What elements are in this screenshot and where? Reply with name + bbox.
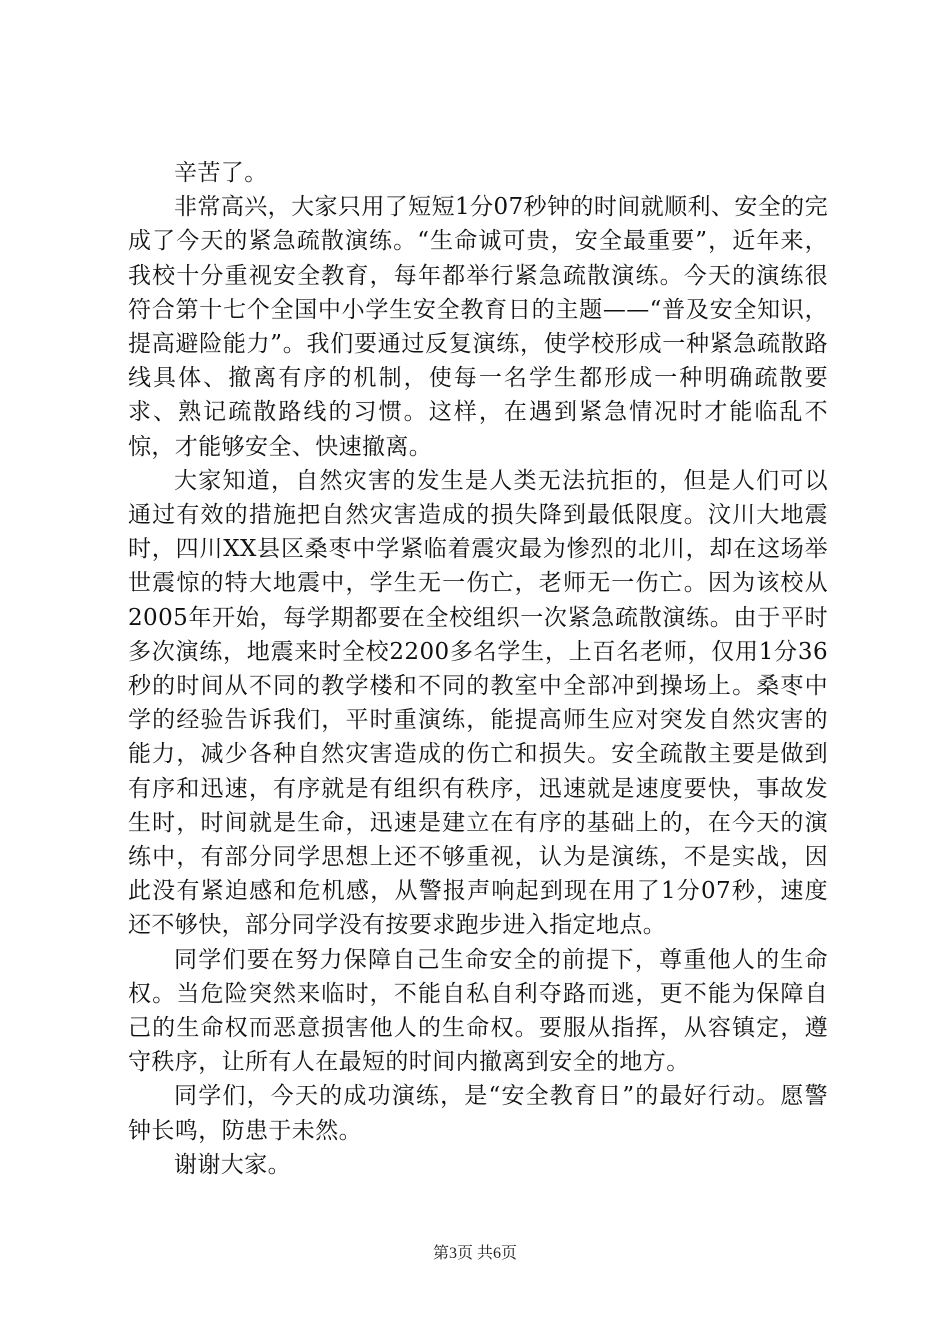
paragraph-3: 大家知道，自然灾害的发生是人类无法抗拒的，但是人们可以通过有效的措施把自然灾害造成的损失降到最低限度。汶川大地震时，四川XX县区桑枣中学紧临着震灾最为惨烈的北川，却在这场举世震惊的特大地震中，学生无一伤亡，老师无一伤亡。因为该校从2005年开始，每学期都要在全校组织一次紧急疏散演练。由于平时多次演练，地震来时全校2200多名学生，上百名老师，仅用1分36秒的时间从不同的教学楼和不同的教室中全部冲到操场上。桑枣中学的经验告诉我们，平时重演练，能提高师生应对突发自然灾害的能力，减少各种自然灾害造成的伤亡和损失。安全疏散主要是做到有序和迅速，有序就是有组织有秩序，迅速就是速度要快，事故发生时，时间就是生命，迅速是建立在有序的基础上的，在今天的演练中，有部分同学思想上还不够重视，认为是演练，不是实战，因此没有紧迫感和危机感，从警报声响起到现在用了1分07秒，速度还不够快，部分同学没有按要求跑步进入指定地点。	[128, 467, 828, 939]
paragraph-1: 辛苦了。	[174, 160, 268, 186]
paragraph-6: 谢谢大家。	[174, 1151, 291, 1178]
document-body	[128, 156, 828, 1182]
paragraph-2: 非常高兴，大家只用了短短1分07秒钟的时间就顺利、安全的完成了今天的紧急疏散演练。“生命诚可贵，安全最重要”，近年来，我校十分重视安全教育，每年都举行紧急疏散演练。今天的演练很符合第十七个全国中小学生安全教育日的主题——“普及安全知识，提高避险能力”。我们要通过反复演练，使学校形成一种紧急疏散路线具体、撤离有序的机制，使每一名学生都形成一种明确疏散要求、熟记疏散路线的习惯。这样，在遇到紧急情况时才能临乱不惊，才能够安全、快速撤离。	[128, 194, 828, 460]
paragraph-5: 同学们，今天的成功演练，是“安全教育日”的最好行动。愿警钟长鸣，防患于未然。	[128, 1083, 828, 1144]
paragraph-4: 同学们要在努力保障自己生命安全的前提下，尊重他人的生命权。当危险突然来临时，不能自私自利夺路而逃，更不能为保障自己的生命权而恶意损害他人的生命权。要服从指挥，从容镇定，遵守秩序，让所有人在最短的时间内撤离到安全的地方。	[128, 946, 828, 1076]
page-number-footer: 第3页 共6页	[432, 1245, 517, 1262]
